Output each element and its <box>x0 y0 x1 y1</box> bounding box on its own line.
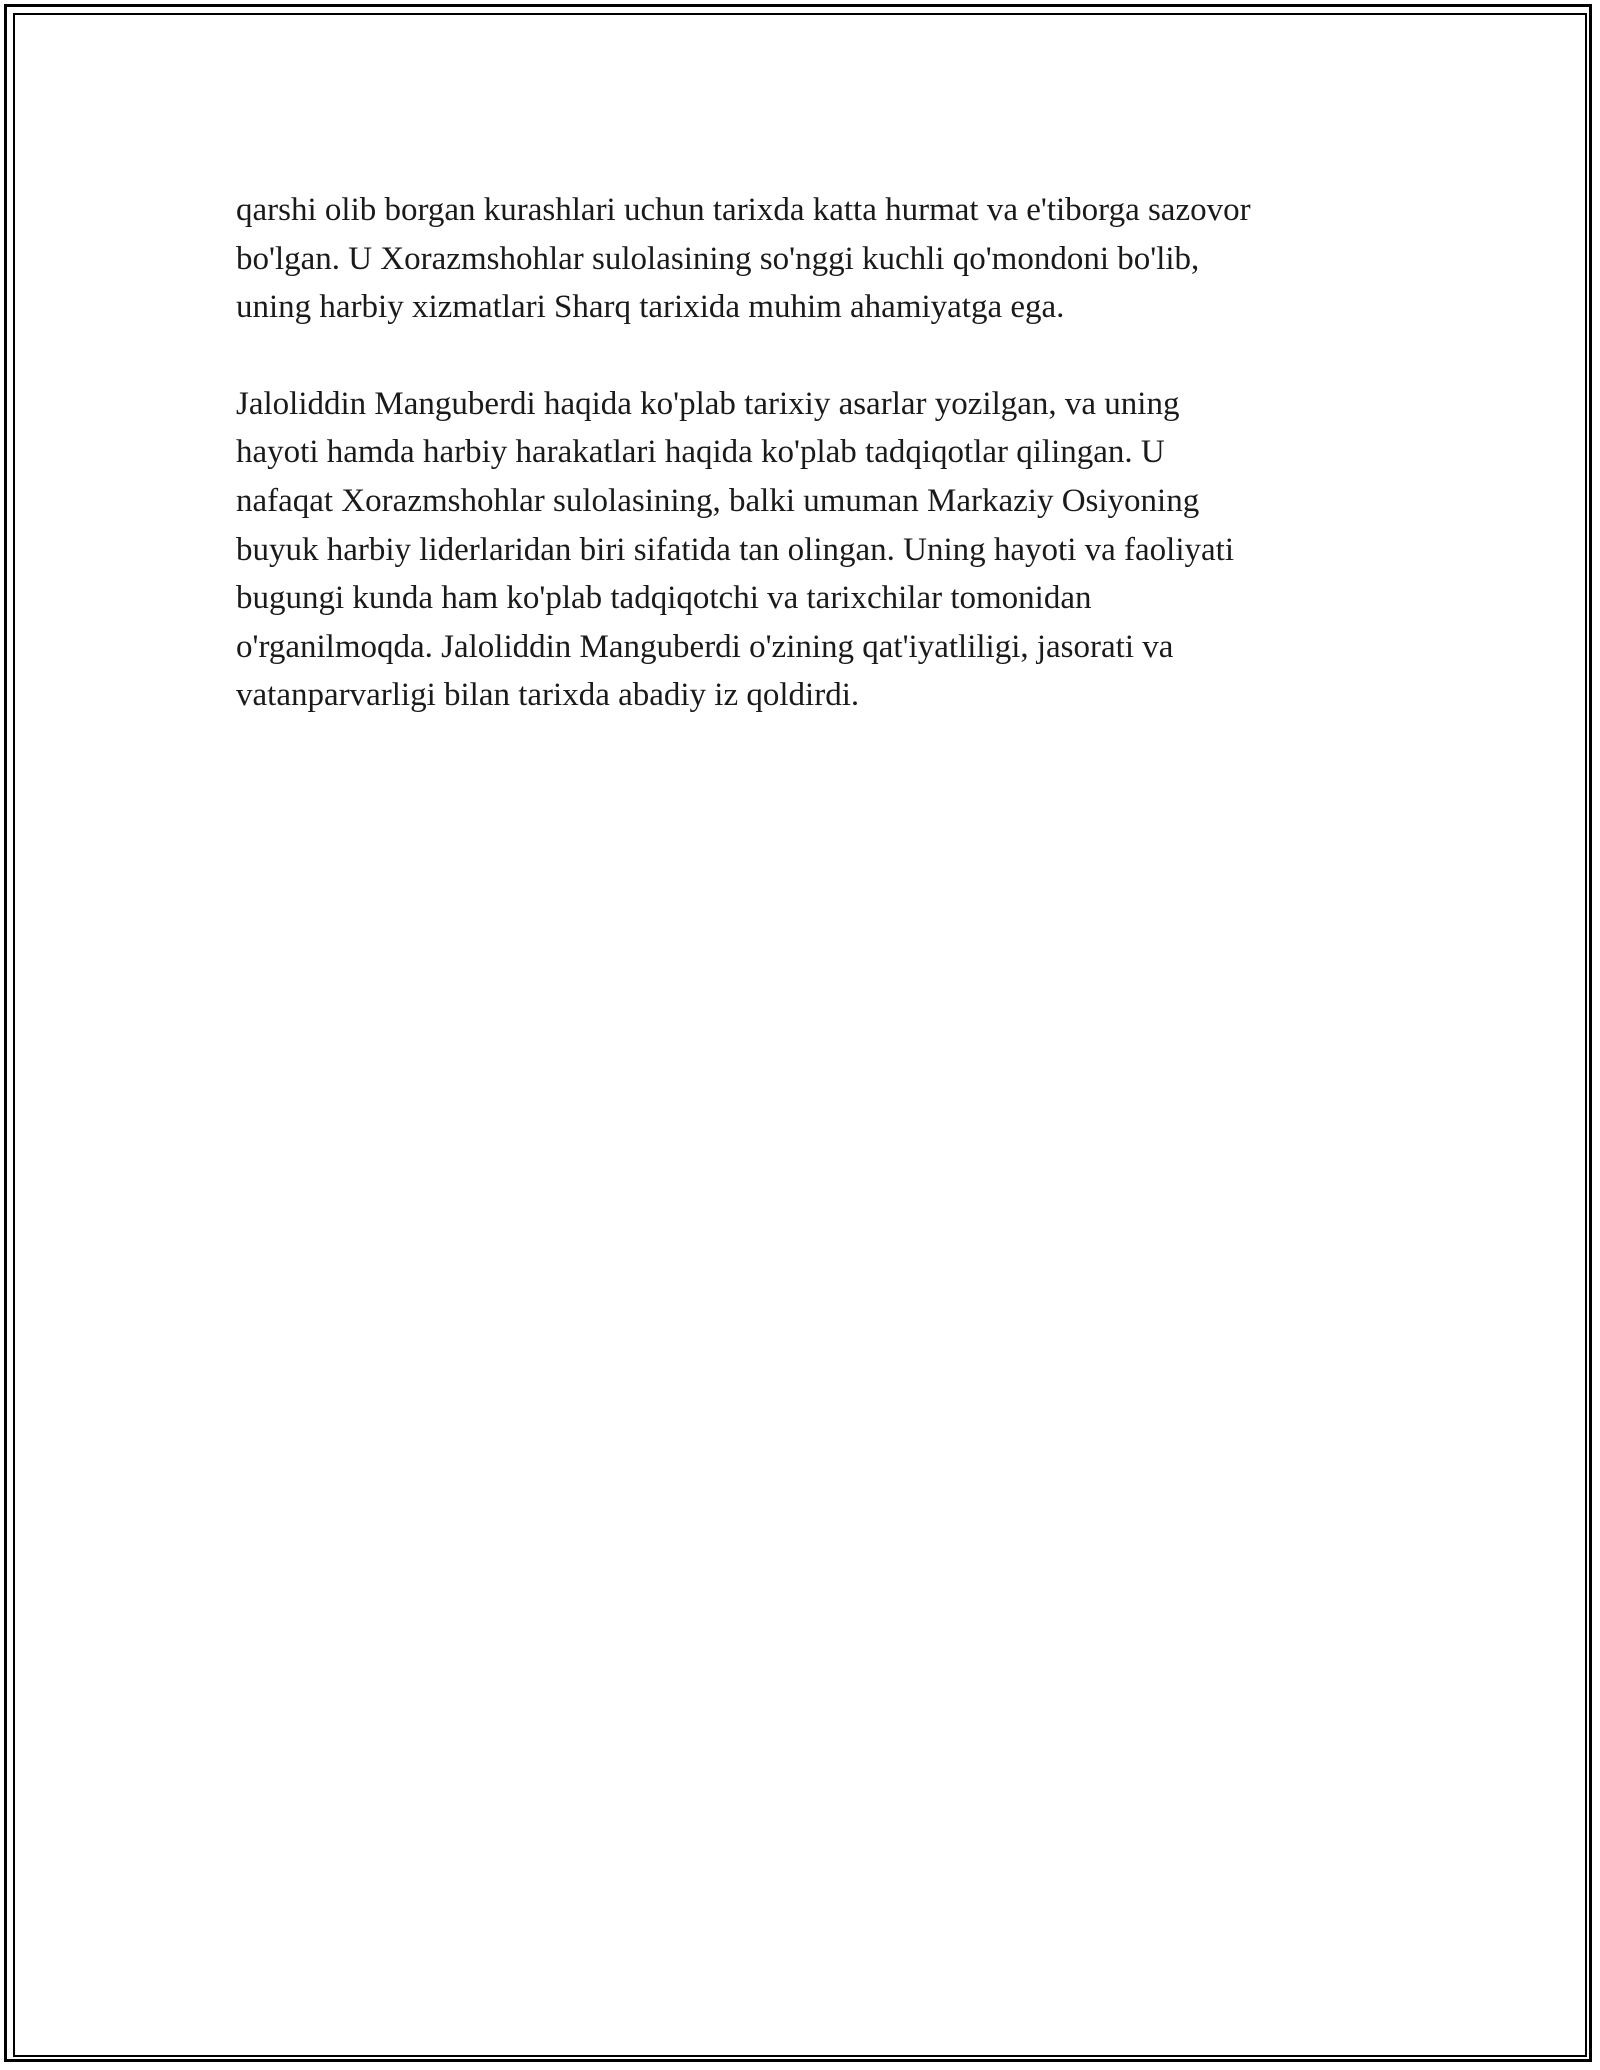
text-line: qarshi olib borgan kurashlari uchun tarixda katta hurmat va e'tiborga sazovor <box>236 192 1251 228</box>
text-line: o'rganilmoqda. Jaloliddin Manguberdi o'zining qat'iyatliligi, jasorati va <box>236 628 1174 665</box>
text-line: uning harbiy xizmatlari Sharq tarixida muhim ahamiyatga ega. <box>236 289 1065 326</box>
text-line: bugungi kunda ham ko'plab tadqiqotchi va tarixchilar tomonidan <box>236 580 1092 617</box>
text-line: Jaloliddin Manguberdi haqida ko'plab tarixiy asarlar yozilgan, va uning <box>236 385 1180 422</box>
paragraph-2 <box>236 380 1376 720</box>
text-line: hayoti hamda harbiy harakatlari haqida ko'plab tadqiqotlar qilingan. U <box>236 434 1165 471</box>
text-line: nafaqat Xorazmshohlar sulolasining, balki umuman Markaziy Osiyoning <box>236 482 1200 519</box>
paragraph-1 <box>236 186 1376 332</box>
text-line: buyuk harbiy liderlaridan biri sifatida tan olingan. Uning hayoti va faoliyati <box>236 531 1234 568</box>
text-line: vatanparvarligi bilan tarixda abadiy iz qoldirdi. <box>236 677 860 714</box>
text-line: bo'lgan. U Xorazmshohlar sulolasining so'nggi kuchli qo'mondoni bo'lib, <box>236 240 1200 277</box>
document-body <box>236 186 1376 768</box>
